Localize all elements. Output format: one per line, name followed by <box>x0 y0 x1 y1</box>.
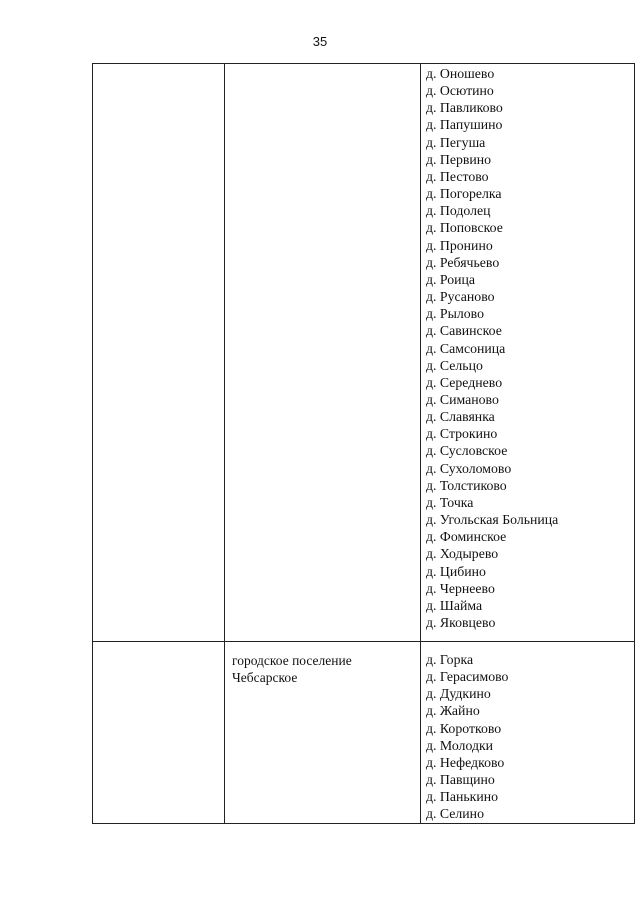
village-list <box>421 642 634 823</box>
village-item: д. Самсоница <box>426 340 506 356</box>
village-item: д. Павликово <box>426 100 503 116</box>
settlements-table <box>92 63 635 824</box>
settlement-name: городское поселение Чебсарское <box>232 653 352 686</box>
village-item: д. Толстиково <box>426 477 507 493</box>
village-item: д. Яковцево <box>426 615 496 630</box>
village-item: д. Павщино <box>426 772 495 788</box>
table-row <box>93 642 635 824</box>
village-item: д. Поповское <box>426 220 503 236</box>
village-item: д. Осютино <box>426 83 494 99</box>
village-item: д. Чернеево <box>426 580 495 596</box>
village-item: д. Пегуша <box>426 134 486 150</box>
village-item: д. Цибино <box>426 563 486 579</box>
village-item: д. Ходырево <box>426 546 499 562</box>
table-row <box>93 64 635 642</box>
village-item: д. Середнево <box>426 374 503 390</box>
village-item: д. Фоминское <box>426 529 507 545</box>
village-item: д. Панькино <box>426 789 499 805</box>
village-item: д. Строкино <box>426 426 498 442</box>
village-item: д. Селино <box>426 806 484 822</box>
village-item: д. Славянка <box>426 409 495 425</box>
village-item: д. Коротково <box>426 720 502 736</box>
village-item: д. Папушино <box>426 117 503 133</box>
village-item: д. Ребячьево <box>426 254 500 270</box>
villages-cell <box>421 642 635 824</box>
village-item: д. Сусловское <box>426 443 508 459</box>
settlement-cell <box>225 642 421 824</box>
village-item: д. Сухоломово <box>426 460 512 476</box>
village-list <box>421 64 634 631</box>
village-item: д. Подолец <box>426 203 491 219</box>
village-item: д. Пронино <box>426 237 493 253</box>
village-item: д. Первино <box>426 151 492 167</box>
village-item: д. Горка <box>426 652 474 667</box>
village-item: д. Сельцо <box>426 357 483 373</box>
village-item: д. Симаново <box>426 391 499 407</box>
village-item: д. Русаново <box>426 289 495 305</box>
settlement-name <box>225 64 420 74</box>
settlement-cell <box>225 64 421 642</box>
district-cell <box>93 64 225 642</box>
village-item: д. Молодки <box>426 737 494 753</box>
village-item: д. Пестово <box>426 168 489 184</box>
village-item: д. Роица <box>426 271 476 287</box>
village-item: д. Точка <box>426 494 474 510</box>
village-item: д. Шайма <box>426 597 483 613</box>
village-item: д. Угольская Больница <box>426 512 559 528</box>
village-item: д. Жайно <box>426 703 480 719</box>
village-item: д. Рылово <box>426 306 484 322</box>
village-item: д. Погорелка <box>426 186 502 202</box>
village-item: д. Нефедково <box>426 754 505 770</box>
district-cell <box>93 642 225 824</box>
village-item: д. Савинское <box>426 323 502 339</box>
page-number: 35 <box>312 34 328 49</box>
village-item: д. Оношево <box>426 66 495 81</box>
village-item: д. Дудкино <box>426 686 491 702</box>
villages-cell <box>421 64 635 642</box>
village-item: д. Герасимово <box>426 669 509 685</box>
